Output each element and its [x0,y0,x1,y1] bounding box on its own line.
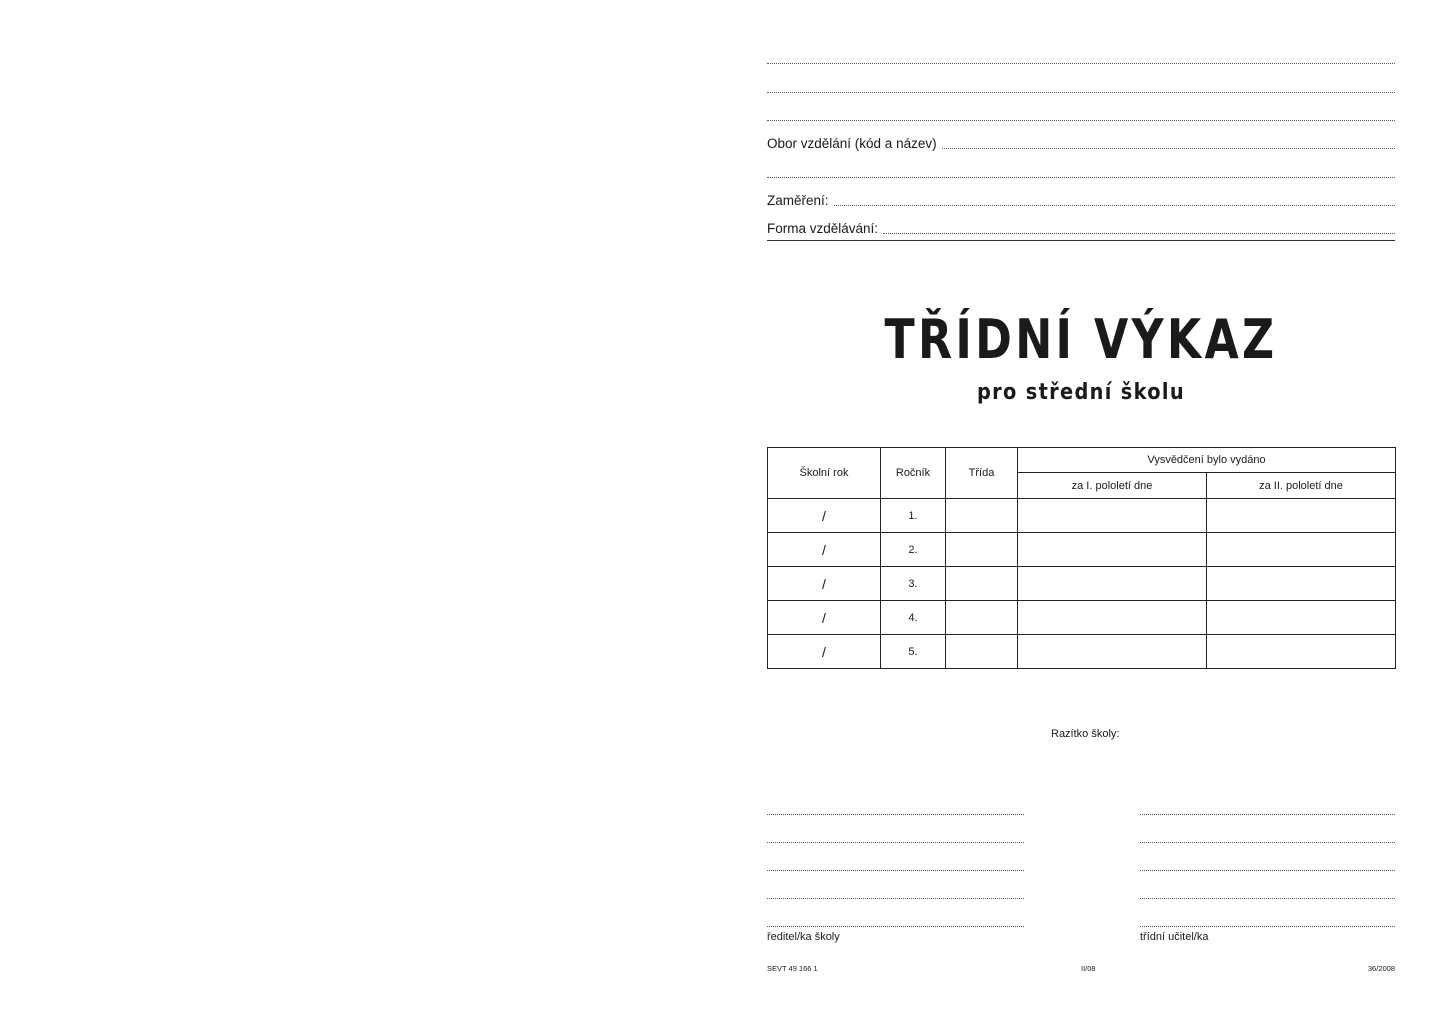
second-half-date-cell[interactable] [1207,567,1396,601]
director-sign-line-3[interactable] [767,870,1024,871]
second-half-date-cell[interactable] [1207,533,1396,567]
header-school-year: Školní rok [768,448,881,499]
field-of-study-line[interactable] [942,148,1395,149]
school-year-cell[interactable]: / [768,601,881,635]
director-sign-line-5[interactable] [767,926,1024,927]
education-form-row[interactable] [767,217,1395,237]
school-name-line-2[interactable] [767,92,1395,93]
teacher-sign-line-4[interactable] [1140,898,1395,899]
page-subtitle: pro střední školu [977,380,1185,405]
first-half-date-cell[interactable] [1018,499,1207,533]
table-row [768,567,1396,601]
header-certificate-issued: Vysvědčení bylo vydáno [1018,448,1396,473]
director-sign-line-4[interactable] [767,898,1024,899]
second-half-date-cell[interactable] [1207,499,1396,533]
table-row [768,635,1396,669]
field-of-study-row[interactable] [767,132,1395,152]
class-cell[interactable] [946,635,1018,669]
director-sign-line-2[interactable] [767,842,1024,843]
second-half-date-cell[interactable] [1207,601,1396,635]
school-stamp-label: Razítko školy: [1051,728,1120,740]
teacher-sign-line-3[interactable] [1140,870,1395,871]
grade-cell: 4. [881,601,946,635]
class-cell[interactable] [946,567,1018,601]
header-first-half: za I. pololetí dne [1018,473,1207,499]
teacher-sign-line-2[interactable] [1140,842,1395,843]
class-teacher-label: třídní učitel/ka [1140,931,1209,943]
teacher-sign-line-1[interactable] [1140,814,1395,815]
footer-form-code: SEVT 49 166 1 [767,964,818,973]
grade-cell: 3. [881,567,946,601]
school-year-cell[interactable]: / [768,533,881,567]
second-half-date-cell[interactable] [1207,635,1396,669]
class-cell[interactable] [946,601,1018,635]
school-year-cell[interactable]: / [768,567,881,601]
teacher-sign-line-5[interactable] [1140,926,1395,927]
table-row [768,533,1396,567]
grade-cell: 5. [881,635,946,669]
class-cell[interactable] [946,533,1018,567]
table-row [768,499,1396,533]
school-name-line-3[interactable] [767,120,1395,121]
education-form-label: Forma vzdělávání: [767,221,879,236]
director-label: ředitel/ka školy [767,931,840,943]
page-title: TŘÍDNÍ VÝKAZ [884,308,1278,371]
specialization-row[interactable] [767,189,1395,209]
grade-cell: 2. [881,533,946,567]
education-form-line[interactable] [883,233,1395,234]
header-second-half: za II. pololetí dne [1207,473,1396,499]
field-of-study-line-2[interactable] [767,177,1395,178]
school-year-cell[interactable]: / [768,499,881,533]
class-report-table [767,447,1396,669]
grade-cell: 1. [881,499,946,533]
field-of-study-label: Obor vzdělání (kód a název) [767,136,937,151]
specialization-label: Zaměření: [767,193,829,208]
footer-edition: II/08 [1081,964,1096,973]
first-half-date-cell[interactable] [1018,533,1207,567]
school-year-cell[interactable]: / [768,635,881,669]
table-row [768,601,1396,635]
class-cell[interactable] [946,499,1018,533]
first-half-date-cell[interactable] [1018,601,1207,635]
header-divider [767,240,1395,241]
header-grade: Ročník [881,448,946,499]
header-class: Třída [946,448,1018,499]
first-half-date-cell[interactable] [1018,567,1207,601]
footer-catalog-number: 36/2008 [1367,964,1395,973]
specialization-line[interactable] [834,205,1395,206]
school-name-line-1[interactable] [767,63,1395,64]
first-half-date-cell[interactable] [1018,635,1207,669]
director-sign-line-1[interactable] [767,814,1024,815]
